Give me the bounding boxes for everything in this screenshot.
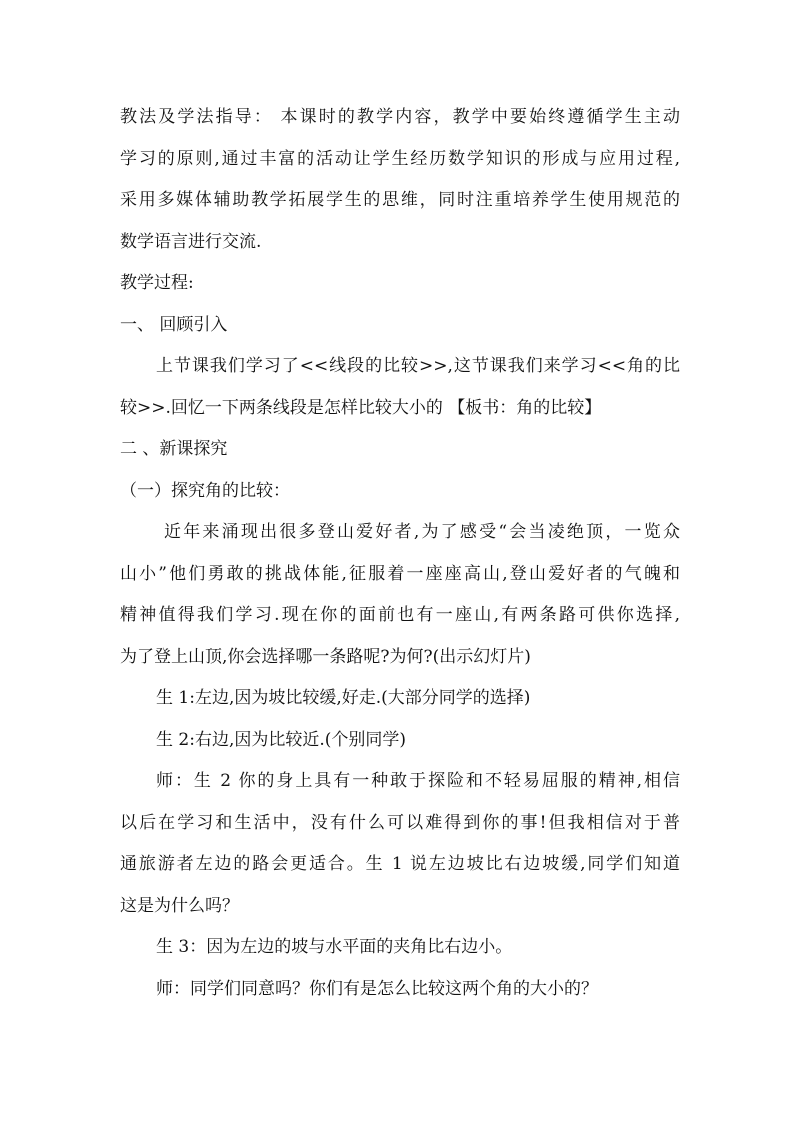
student-3-answer: 生 3：因为左边的坡与水平面的夹角比右边小。 <box>156 937 513 957</box>
student-2-answer: 生 2:右边,因为比较近.(个别同学) <box>156 730 407 750</box>
teaching-method-line-3: 采用多媒体辅助教学拓展学生的思维，同时注重培养学生使用规范的 <box>120 190 680 210</box>
review-line-2: 较>>.回忆一下两条线段是怎样比较大小的 【板书：角的比较】 <box>120 398 602 418</box>
heading-angle-comparison: （一）探究角的比较： <box>120 481 290 501</box>
mountain-line-1: 近年来涌现出很多登山爱好者,为了感受“会当凌绝顶，一览众 <box>164 522 680 542</box>
teaching-method-line-2: 学习的原则,通过丰富的活动让学生经历数学知识的形成与应用过程, <box>120 149 680 169</box>
teacher-line-1: 师：生 2 你的身上具有一种敢于探险和不轻易屈服的精神,相信 <box>156 771 680 791</box>
review-line-1: 上节课我们学习了<<线段的比较>>,这节课我们来学习<<角的比 <box>156 356 680 376</box>
heading-teaching-process: 教学过程: <box>120 273 194 293</box>
mountain-line-2: 山小”他们勇敢的挑战体能,征服着一座座高山,登山爱好者的气魄和 <box>120 564 680 584</box>
heading-new-lesson: 二 、新课探究 <box>120 439 228 459</box>
teacher-line-2: 以后在学习和生活中，没有什么可以难得到你的事!但我相信对于普 <box>120 813 680 833</box>
mountain-line-4: 为了登上山顶,你会选择哪一条路呢?为何?(出示幻灯片) <box>120 647 531 667</box>
heading-review: 一、 回顾引入 <box>120 315 228 335</box>
teaching-method-line-4: 数学语言进行交流. <box>120 232 262 252</box>
teacher-question: 师：同学们同意吗？你们有是怎么比较这两个角的大小的？ <box>156 979 598 999</box>
teacher-line-4: 这是为什么吗？ <box>120 896 239 916</box>
teacher-line-3: 通旅游者左边的路会更适合。生 1 说左边坡比右边坡缓,同学们知道 <box>120 854 680 874</box>
mountain-line-3: 精神值得我们学习.现在你的面前也有一座山,有两条路可供你选择, <box>120 605 680 625</box>
teaching-method-line-1: 教法及学法指导： 本课时的教学内容，教学中要始终遵循学生主动 <box>120 107 680 127</box>
student-1-answer: 生 1:左边,因为坡比较缓,好走.(大部分同学的选择) <box>156 688 531 708</box>
